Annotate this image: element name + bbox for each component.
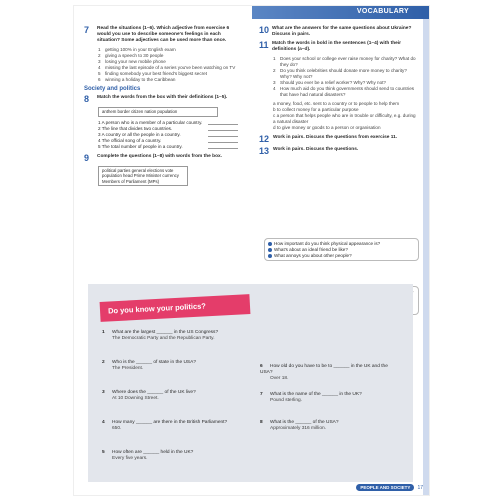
- question-text: 2 Who is the ______ of state in the USA?: [102, 360, 196, 365]
- item-text: 1 A person who is a member of a particular country.: [98, 119, 203, 125]
- exercise-12: 12 Work in pairs. Discuss the questions from exercise 11.: [259, 134, 398, 144]
- question-text: 4 How many ______ are there in the British Parliament?: [102, 420, 228, 425]
- item-text: 2 The line that divides two countries.: [98, 125, 173, 131]
- quiz-question: [260, 392, 395, 404]
- word-box: anthem border citizen nation population: [98, 107, 218, 117]
- politics-quiz: [88, 284, 413, 482]
- quiz-title-banner: [100, 294, 251, 322]
- textbook-page: [74, 6, 429, 495]
- question-text: 5 How often are ______ held in the UK?: [102, 450, 194, 455]
- question-text: 7 What is the name of the ______ in the UK?: [260, 392, 362, 397]
- page-footer: [356, 484, 423, 491]
- item-text: Should you ever be a relief worker? Why? Why not?: [280, 80, 386, 85]
- answer-blank: [208, 126, 238, 131]
- item-text: 5 The total number of people in a country.: [98, 143, 183, 149]
- item-text: 3 A country or all the people in a country.: [98, 131, 181, 137]
- question-number: 5: [102, 450, 105, 455]
- item-number: 6: [98, 77, 101, 82]
- question-answer: The President.: [112, 366, 144, 371]
- item-text: How much aid do you think governments should send to countries that have had natural disasters?: [280, 86, 415, 97]
- bubble-text: What's about an ideal friend be like?: [274, 246, 348, 252]
- bullet-icon: [268, 248, 272, 252]
- question-number: 2: [102, 360, 105, 365]
- exercise-7: 7 Read the situations (1–6). Which adjective from exercise 6 would you use to describe someone's feelings in each situation? Some adjectives can be used more than once.: [84, 25, 230, 43]
- item-text: winning a holiday to the Caribbean: [105, 77, 176, 82]
- answer-blank: [208, 138, 238, 143]
- question-answer: At 10 Downing Street.: [112, 396, 159, 401]
- quiz-question: [102, 450, 237, 462]
- item-number: 4: [273, 86, 276, 91]
- quiz-question: [102, 420, 237, 432]
- question-text: 6 How old do you have to be to ______ in the UK and the USA?: [260, 364, 388, 375]
- exercise-9: 9 Complete the questions (1–8) with words from the box.: [84, 152, 222, 163]
- item-text: losing your new mobile phone: [105, 59, 166, 64]
- answer-blank: [208, 132, 238, 137]
- question-answer: 650.: [112, 426, 122, 431]
- bubble-line: [268, 253, 415, 259]
- exercise-8: 8 Match the words from the box with their definitions (1–5).: [84, 94, 228, 104]
- list-item: [98, 144, 238, 150]
- word-box: political parties general elections vote population head Prime Minister currency Members of Parliament (MPs): [98, 166, 188, 187]
- item-text: Does your school or college ever raise money for charity? What do they do?: [280, 56, 416, 67]
- question-answer: Over 18.: [270, 376, 289, 381]
- quiz-question: [260, 364, 395, 382]
- list-item: [273, 68, 419, 80]
- answer-blank: [208, 120, 238, 125]
- item-number: 2: [98, 53, 101, 58]
- item-number: 1: [98, 47, 101, 52]
- question-number: 7: [260, 392, 263, 397]
- item-text: getting 100% in your English exam: [105, 47, 176, 52]
- list-item: [98, 77, 244, 83]
- question-number: 8: [260, 420, 263, 425]
- section-header-bar: [252, 6, 429, 19]
- exercise-7-items: [84, 47, 244, 83]
- item-text: 4 The official song of a country.: [98, 137, 162, 143]
- definition-item: d to give money or goods to a person or organisation: [273, 125, 381, 130]
- exercise-11-items: [259, 56, 419, 98]
- page-edge-decoration: [423, 18, 429, 495]
- question-number: 1: [102, 330, 105, 335]
- item-number: 3: [273, 80, 276, 85]
- list-item: [273, 56, 419, 68]
- left-column: [84, 26, 244, 189]
- item-text: missing the last episode of a series you've been watching on TV: [105, 65, 236, 70]
- question-answer: Approximately 316 million.: [270, 426, 326, 431]
- exercise-11-definitions: [259, 101, 419, 131]
- right-column: [259, 26, 419, 159]
- item-number: 1: [273, 56, 276, 61]
- question-answer: Pound sterling.: [270, 398, 302, 403]
- question-answer: Every five years.: [112, 456, 148, 461]
- question-answer: The Democratic Party and the Republican Party.: [112, 336, 215, 341]
- question-number: 4: [102, 420, 105, 425]
- item-number: 4: [98, 65, 101, 70]
- item-number: 2: [273, 68, 276, 73]
- bubble-text: How important do you think physical appearance is?: [274, 241, 381, 246]
- quiz-question: [102, 330, 237, 342]
- definition-item: a money, food, etc. sent to a country or to people to help them: [273, 101, 400, 106]
- list-item: [273, 86, 419, 98]
- item-number: 3: [98, 59, 101, 64]
- item-text: giving a speech to 30 people: [105, 53, 164, 58]
- question-number: 3: [102, 390, 105, 395]
- question-text: 1 What are the largest ______ in the US Congress?: [102, 330, 219, 335]
- unit-tag: PEOPLE AND SOCIETY: [356, 484, 414, 491]
- quiz-question: [102, 360, 237, 372]
- quiz-title: Do you know your politics?: [107, 301, 207, 316]
- section-title: VOCABULARY: [356, 8, 409, 15]
- bubble-text: What annoys you about other people?: [274, 252, 352, 258]
- question-number: 6: [260, 364, 263, 369]
- exercise-13: 13 Work in pairs. Discuss the questions.: [259, 146, 359, 156]
- item-number: 5: [98, 71, 101, 76]
- exercise-8-items: [84, 120, 244, 150]
- answer-blank: [208, 144, 238, 149]
- quiz-question: [102, 390, 237, 402]
- bullet-icon: [268, 254, 272, 258]
- definition-item: b to collect money for a particular purpose: [273, 107, 359, 112]
- exercise-10: 10 What are the answers for the same questions about Ukraine? Discuss in pairs.: [259, 25, 412, 37]
- question-text: 8 What is the ______ of the USA?: [260, 420, 339, 425]
- quiz-question: [260, 420, 395, 432]
- page-number: 17: [417, 484, 423, 491]
- section-heading: Society and politics: [84, 86, 141, 92]
- speech-bubble: [264, 238, 419, 261]
- item-text: finding somebody your best friend's biggest secret: [105, 71, 207, 76]
- question-text: 3 Where does the ______ of the UK live?: [102, 390, 196, 395]
- item-text: Do you think celebrities should donate more money to charity? Why? Why not?: [280, 68, 407, 79]
- definition-item: c a person that helps people who are in trouble or difficulty, e.g. during a natural disaster: [273, 113, 416, 124]
- bullet-icon: [268, 242, 272, 246]
- exercise-11: 11 Match the words in bold in the sentences (1–4) with their definitions (a–d).: [259, 40, 402, 52]
